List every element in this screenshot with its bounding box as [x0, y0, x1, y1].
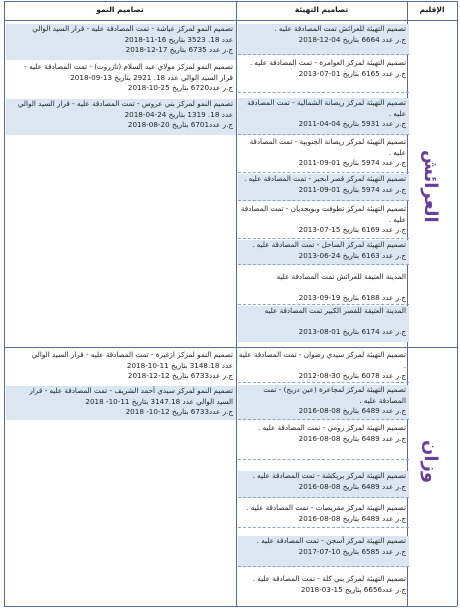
- growth-item: تصميم النمو لمركز ازغيرة - تمت المصادقة عليه - قرار السيد الوالي عدد 3148.18 بتاريخ 11-10-2018 ج.ر عدد6733 بتاريخ 12-12-2018: [31, 350, 233, 381]
- planning-item: تصميم التهيئة لمركز تطوفت وبويجديان - تمت المصادقة عليه . ج.ر عدد 6169 بتاريخ 15-07-2013: [238, 204, 409, 239]
- growth-item: تصميم النمو لمركز عياشة - تمت المصادقة عليه - قرار السيد الوالي عدد 18. 3523 بتاريخ 16-11-2018 ج.ر عدد 6735 بتاريخ 17-12-2018: [6, 24, 236, 60]
- header-region: الإقليم: [419, 5, 445, 14]
- region-label-larache: العرائش: [420, 150, 441, 223]
- table-bottom-border: [4, 606, 457, 607]
- planning-item: تصميم التهيئة لمركز ريصانة الجنوبية - تمت المصادقة عليه . ج.ر عدد 5974 بتاريخ 01-09-2011: [238, 137, 409, 173]
- planning-item: المدينة العتيقة للقصر الكبير تمت المصادقة عليه ج.ر عدد 6174 بتاريخ 01-08-2013: [238, 306, 409, 342]
- planning-item: تصميم التهيئة لمركز مقريصات - تمت المصادقة عليه . ج.ر عدد 6489 بتاريخ 08-08-2016: [238, 503, 409, 528]
- table-right-border: [457, 1, 458, 606]
- header-planning: تصاميم التهيئة: [294, 5, 349, 14]
- growth-item: تصميم النمو لمركز مولاي عبد السلام (تازروت) - تمت المصادقة عليه - قرار السيد الوالي عدد 18. 2921 بتاريخ 13-09-2018 ج.ر عدد6720 بتاريخ 25-10-2018: [24, 62, 233, 93]
- table-top-border: [4, 1, 457, 2]
- planning-item: تصميم التهيئة لمركز بني كلة - تمت المصادقة عليه . ج.ر عدد6656 بتاريخ 15-03-2018: [252, 574, 406, 594]
- planning-item: تصميم التهيئة للعرائش تمت المصادقة عليه . ج.ر عدد 6664 بتاريخ 04-12-2018: [238, 24, 409, 55]
- header-bottom-border: [4, 20, 457, 21]
- planning-item: تصميم التهيئة لمركز أسجن - تمت المصادقة عليه . ج.ر عدد 6585 بتاريخ 10-07-2017: [238, 536, 409, 567]
- planning-item: المدينة العتيقة للعرائش تمت المصادقة عليه ج.ر عدد 6188 بتاريخ 19-09-2013: [238, 272, 409, 305]
- region-separator: [4, 347, 457, 348]
- planning-column-border: [236, 1, 237, 606]
- planning-item: تصميم التهيئة لمركز سيدي رضوان - تمت المصادقة عليه . ج.ر عدد 6078 بتاريخ 30-08-2012: [238, 350, 409, 383]
- region-label-ouezzane: وزان: [420, 440, 441, 484]
- header-growth: تصاميم النمو: [96, 5, 144, 14]
- planning-item: تصميم التهيئة لمركز العوامرة - تمت المصادقة عليه . ج.ر عدد 6165 بتاريخ 01-07-2013: [238, 58, 409, 93]
- planning-item: تصميم التهيئة لمركز لمجاعرة (عين دريج) - تمت المصادقة عليه . ج.ر عدد 6489 بتاريخ 08-08-2016: [238, 385, 409, 420]
- growth-item: تصميم النمو لمركز سيدي أحمد الشريف - تمت المصادقة عليه - قرار السيد الوالي عدد 3147.18 بتاريخ 11-10- 2018 ج.ر عدد6733 بتاريخ 12-10- 2018: [6, 386, 236, 420]
- table-left-border: [4, 1, 5, 606]
- planning-item: تصميم التهيئة لمركز قصر ابجير - تمت المصادقة عليه . ج.ر عدد 5974 بتاريخ 01-09-2011: [238, 174, 409, 201]
- planning-item: تصميم التهيئة لمركز ريصانة الشمالية - تمت المصادقة عليه . ج.ر عدد 5931 بتاريخ 04-04-2011: [238, 98, 409, 135]
- planning-item: تصميم التهيئة لمركز بريكشة - تمت المصادقة عليه . ج.ر عدد 6489 بتاريخ 08-08-2016: [238, 471, 409, 498]
- planning-item: تصميم التهيئة لمركز زومي - تمت المصادقة عليه . ج.ر عدد 6489 بتاريخ 08-08-2016: [238, 423, 409, 460]
- growth-item: تصميم النمو لمركز بني عروس - تمت المصادقة عليه - قرار السيد الوالي عدد 18. 1319 بتاريخ 24-04-2018 ج.ر عدد6701 بتاريخ 20-08-2018: [6, 99, 236, 135]
- planning-item: تصميم التهيئة لمركز الساحل - تمت المصادقة عليه . ج.ر عدد 6163 بتاريخ 24-06-2013: [238, 240, 409, 265]
